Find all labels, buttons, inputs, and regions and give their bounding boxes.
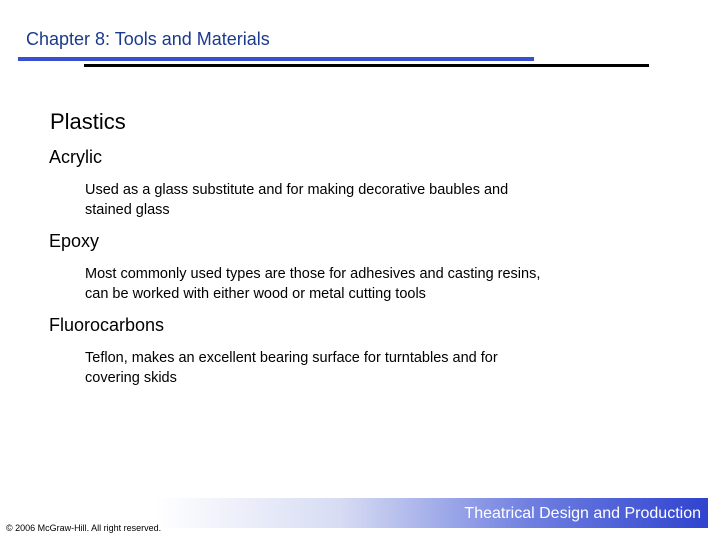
topic-description-line: Teflon, makes an excellent bearing surface for turntables and for — [85, 350, 498, 366]
topic-description-line: Most commonly used types are those for adhesives and casting resins, — [85, 266, 541, 282]
topic-description-line: can be worked with either wood or metal cutting tools — [85, 286, 426, 302]
chapter-title: Chapter 8: Tools and Materials — [26, 29, 270, 49]
header-rule-black — [84, 64, 649, 67]
topic-title-acrylic: Acrylic — [49, 147, 102, 167]
topic-description-line: Used as a glass substitute and for making decorative baubles and — [85, 182, 509, 198]
topic-description-acrylic — [85, 180, 645, 220]
topic-description-epoxy — [85, 264, 645, 304]
footer-book-title: Theatrical Design and Production — [464, 505, 701, 522]
topic-title-epoxy: Epoxy — [49, 231, 100, 251]
topic-title-fluorocarbons: Fluorocarbons — [49, 315, 165, 335]
slide-heading: Plastics — [50, 109, 126, 134]
topic-description-fluorocarbons — [85, 348, 645, 388]
copyright-notice: © 2006 McGraw-Hill. All right reserved. — [6, 523, 162, 533]
topic-description-line: covering skids — [85, 370, 177, 386]
header-rule-blue — [18, 57, 534, 61]
topic-description-line: stained glass — [85, 202, 170, 218]
